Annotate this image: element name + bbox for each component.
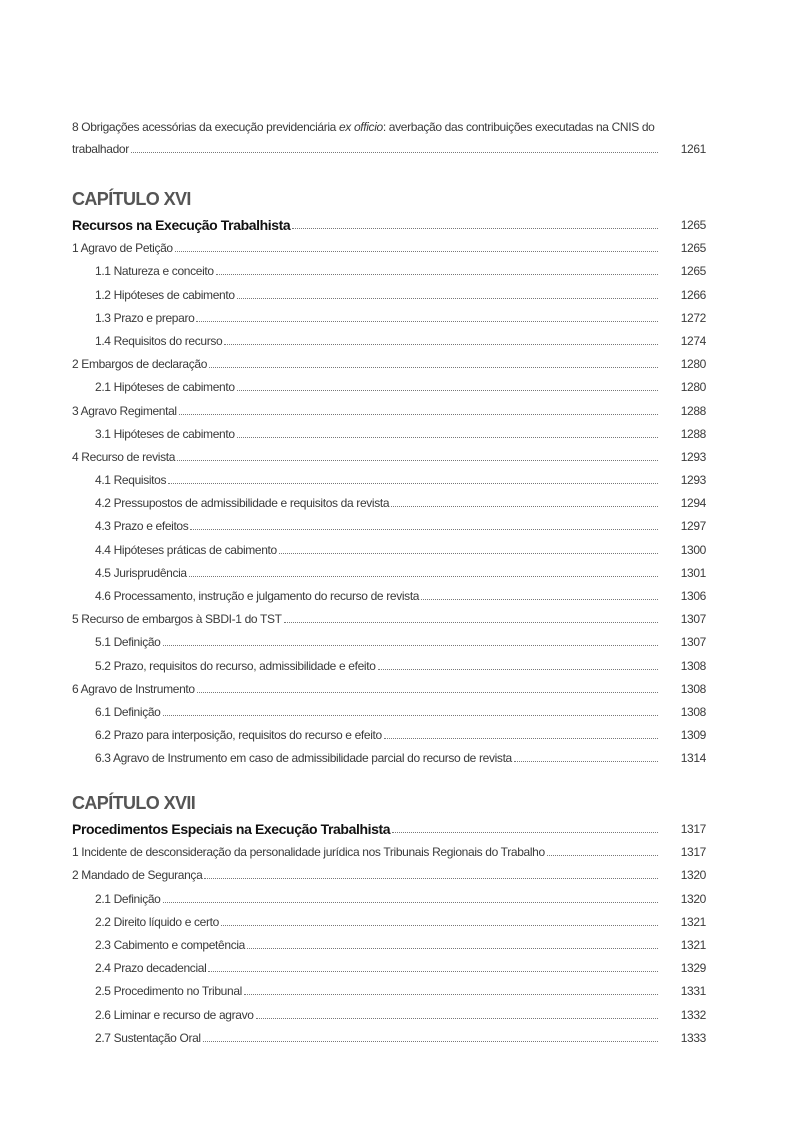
toc-entry[interactable] [72,418,706,441]
toc-entry-label: 2.2 Direito líquido e certo [95,914,219,929]
toc-entry-label: 1 Incidente de desconsideração da personalidade jurídica nos Tribunais Regionais do Trabalho [72,845,545,860]
toc-entry-label: 2 Mandado de Segurança [72,868,203,883]
dot-leader [514,761,658,762]
toc-entry-label: 1.3 Prazo e preparo [95,310,195,325]
toc-entry[interactable] [72,929,706,952]
dot-leader [209,367,658,368]
page-number: 1272 [680,310,706,325]
toc-entry[interactable] [72,348,706,371]
toc-entry-label: 6 Agravo de Instrumento [72,681,195,696]
dot-leader [197,692,658,693]
toc-entry-label: 4.4 Hipóteses práticas de cabimento [95,542,277,557]
page-number: 1314 [680,751,706,766]
chapter-title-entry[interactable] [72,210,706,232]
toc-entry[interactable] [72,742,706,765]
chapter-xvi [72,188,706,765]
page-number: 1280 [680,380,706,395]
toc-entry[interactable] [72,696,706,719]
page-number: 1320 [680,868,706,883]
page-number: 1309 [680,728,706,743]
toc-entry-label: 2.1 Hipóteses de cabimento [95,380,235,395]
dot-leader [179,414,658,415]
dot-leader [421,599,658,600]
toc-entry[interactable] [72,441,706,464]
page-number: 1329 [680,961,706,976]
toc-entry[interactable] [72,649,706,672]
page-number: 1294 [680,496,706,511]
dot-leader [175,251,658,252]
toc-entry-label: 4 Recurso de revista [72,449,176,464]
toc-entry[interactable] [72,394,706,417]
toc-entry-label: 4.3 Prazo e efeitos [95,519,189,534]
page-number: 1297 [680,519,706,534]
toc-entry-label: 3.1 Hipóteses de cabimento [95,426,235,441]
toc-entry[interactable] [72,836,706,859]
dot-leader [204,878,658,879]
page-number: 1307 [680,612,706,627]
toc-entry[interactable] [72,325,706,348]
toc-entry[interactable] [72,510,706,533]
dot-leader [224,344,658,345]
page-number: 1265 [680,241,706,256]
toc-entry[interactable] [72,487,706,510]
dot-leader [168,483,658,484]
label-text: : averbação das contribuições executadas na CNIS do [382,120,655,134]
toc-entry[interactable] [72,580,706,603]
page-number: 1317 [680,822,706,836]
toc-entry[interactable] [72,952,706,975]
dot-leader [237,390,658,391]
page-number: 1265 [680,218,706,232]
toc-entry[interactable] [72,302,706,325]
toc-entry-label: 6.1 Definição [95,704,161,719]
page-number: 1288 [680,426,706,441]
dot-leader [392,832,658,833]
toc-entry-label: 2.1 Definição [95,891,161,906]
page-number: 1265 [680,264,706,279]
page-number: 1266 [680,287,706,302]
dot-leader [190,529,658,530]
chapter-heading: CAPÍTULO XVII [72,793,196,813]
toc-entry-label: 4.2 Pressupostos de admissibilidade e requisitos da revista [95,496,390,511]
label-italic: ex officio [338,120,383,134]
page-number: 1280 [680,357,706,372]
page-number: 1321 [680,914,706,929]
toc-entry-label: 1.4 Requisitos do recurso [95,333,223,348]
toc-entry-label: 4.6 Processamento, instrução e julgamento do recurso de revista [95,589,420,603]
dot-leader [247,948,658,949]
chapter-title-entry[interactable] [72,814,706,836]
toc-entry[interactable] [72,232,706,255]
toc-entry-label: 5.1 Definição [95,635,161,650]
chapter-title: Recursos na Execução Trabalhista [72,217,291,233]
dot-leader [547,855,658,856]
toc-entry[interactable] [72,1022,706,1045]
dot-leader [384,738,658,739]
toc-entry-label: 3 Agravo Regimental [72,403,177,418]
dot-leader [221,925,658,926]
dot-leader [256,1018,658,1019]
toc-entry[interactable] [72,255,706,278]
toc-entry-label: 5.2 Prazo, requisitos do recurso, admissibilidade e efeito [95,658,376,673]
toc-entry-label: 2.5 Procedimento no Tribunal [95,984,242,999]
dot-leader [284,622,658,623]
toc-entry[interactable] [72,673,706,696]
dot-leader [208,971,658,972]
page-number: 1307 [680,635,706,650]
toc-entry[interactable] [72,882,706,905]
page-number: 1321 [680,937,706,952]
page-number: 1333 [680,1030,706,1045]
toc-entry-label: 4.5 Jurisprudência [95,565,187,580]
toc-entry-label: 1.2 Hipóteses de cabimento [95,287,235,302]
page-number: 1293 [680,473,706,488]
chapter-heading: CAPÍTULO XVI [72,189,191,209]
toc-entry-label: 4.1 Requisitos [95,473,167,488]
page-number: 1261 [680,142,706,156]
toc-entry-label: 1 Agravo de Petição [72,241,173,256]
toc-entry-label: 6.2 Prazo para interposição, requisitos do recurso e efeito [95,728,382,743]
toc-entry[interactable] [72,464,706,487]
toc-entry-label-line1 [72,118,662,137]
label-text: 8 Obrigações acessórias da execução previdenciária [72,120,339,134]
toc-entry[interactable] [72,533,706,556]
page-number: 1300 [680,542,706,557]
toc-entry-intro[interactable] [72,118,706,156]
dot-leader [237,437,658,438]
dot-leader [189,576,658,577]
toc-entry-label: 2.3 Cabimento e competência [95,937,245,952]
dot-leader [237,298,658,299]
dot-leader [292,228,658,229]
toc-entry[interactable] [72,603,706,626]
page-number: 1308 [680,658,706,673]
chapter-title: Procedimentos Especiais na Execução Trabalhista [72,821,391,837]
toc-entry-label: 5 Recurso de embargos à SBDI-1 do TST [72,612,282,627]
page-number: 1308 [680,704,706,719]
dot-leader [203,1041,658,1042]
page-number: 1301 [680,565,706,580]
toc-entry-label: 2 Embargos de declaração [72,357,208,372]
dot-leader [163,645,659,646]
dot-leader [391,506,658,507]
toc-entry-label-line2: trabalhador [72,142,129,156]
page-number: 1332 [680,1007,706,1022]
toc-entry[interactable] [72,626,706,649]
page-number: 1274 [680,333,706,348]
dot-leader [196,321,658,322]
toc-entry-label: 2.6 Liminar e recurso de agravo [95,1007,254,1022]
toc-entry[interactable] [72,998,706,1021]
toc-entry[interactable] [72,557,706,580]
page-number: 1288 [680,403,706,418]
dot-leader [177,460,658,461]
dot-leader [279,553,658,554]
chapter-xvii [72,792,706,1045]
toc-entry[interactable] [72,278,706,301]
page-number: 1306 [680,589,706,603]
toc-entry-label: 1.1 Natureza e conceito [95,264,214,279]
page-number: 1331 [680,984,706,999]
dot-leader [163,715,659,716]
toc-entry[interactable] [72,859,706,882]
dot-leader [131,152,658,153]
dot-leader [378,669,658,670]
toc-entry[interactable] [72,719,706,742]
toc-entry-label: 2.4 Prazo decadencial [95,961,207,976]
page-number: 1308 [680,681,706,696]
dot-leader [244,994,658,995]
toc-entry[interactable] [72,975,706,998]
page-number: 1320 [680,891,706,906]
dot-leader [216,274,658,275]
toc-entry-label: 6.3 Agravo de Instrumento em caso de admissibilidade parcial do recurso de revista [95,751,512,766]
toc-entry-label: 2.7 Sustentação Oral [95,1030,201,1045]
toc-entry[interactable] [72,906,706,929]
dot-leader [163,902,659,903]
page-number: 1293 [680,449,706,464]
page-number: 1317 [680,845,706,860]
toc-entry[interactable] [72,371,706,394]
